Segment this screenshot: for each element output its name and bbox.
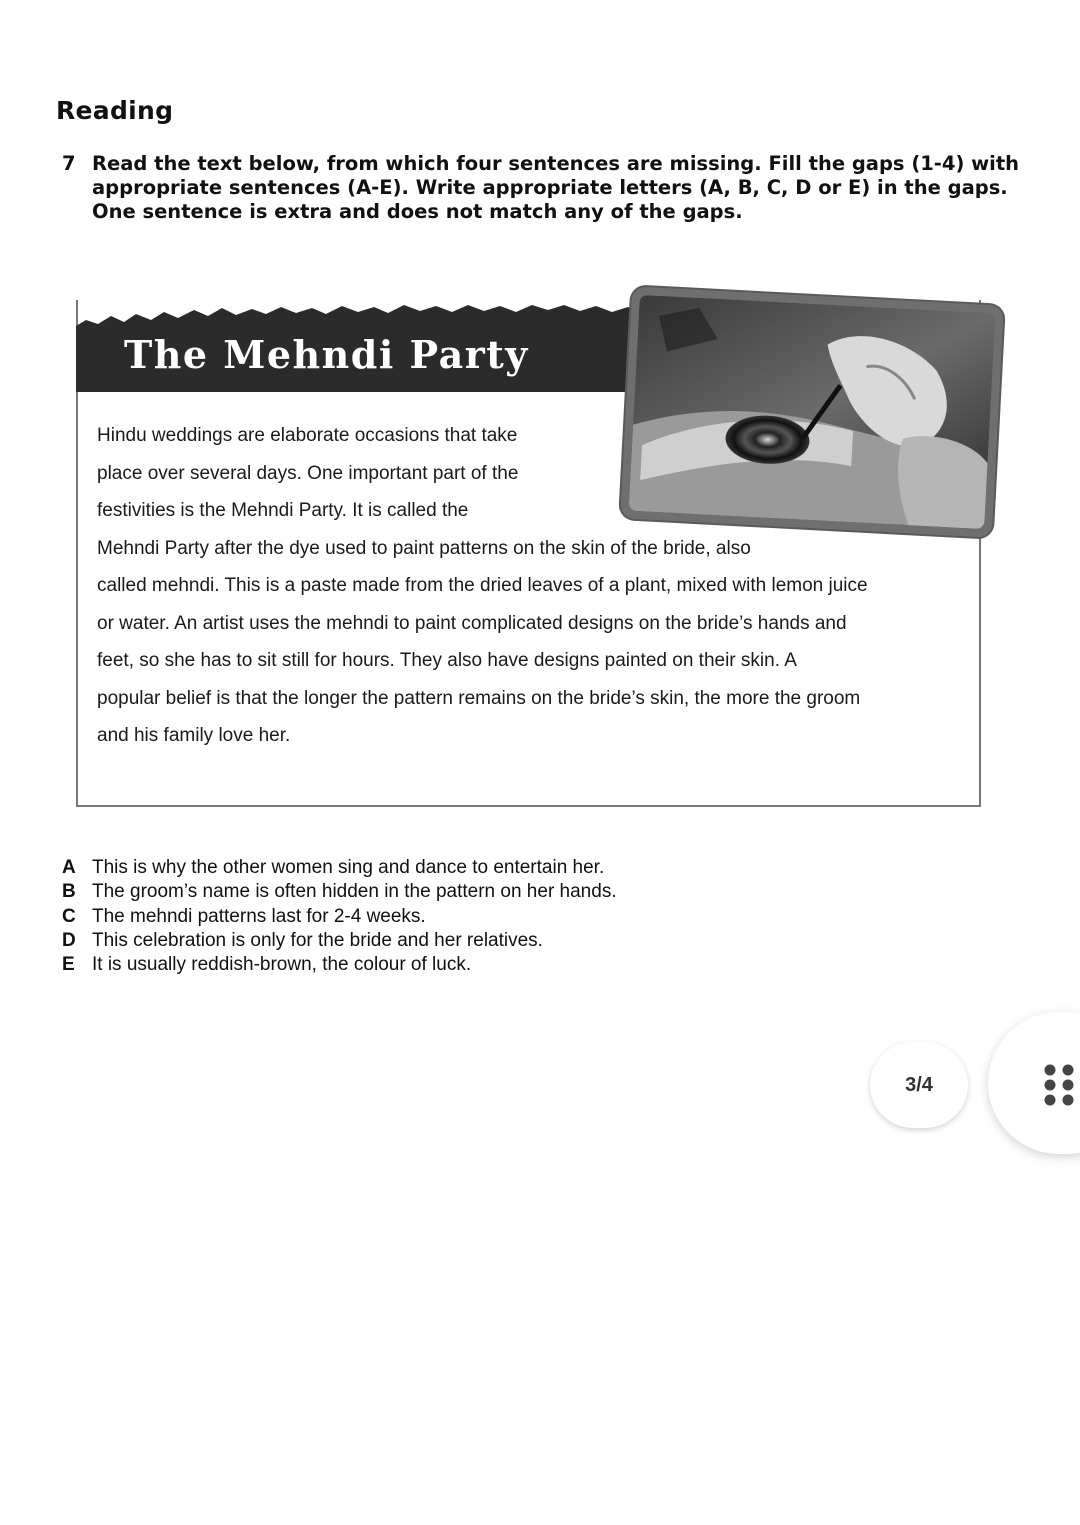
option-letter: D xyxy=(62,929,76,951)
article-line: and his family love her. xyxy=(97,725,291,746)
task-text: Read the text below, from which four sentences are missing. Fill the gaps (1-4) with appropriate sentences (A-E). Write appropriate letters (A, B, C, D or E) in the gaps. One sentence is extra and does not match any of the gaps. xyxy=(92,152,1020,223)
option-b xyxy=(62,880,762,904)
article-body xyxy=(97,417,967,755)
option-d xyxy=(62,929,762,953)
page-grid-button[interactable] xyxy=(988,1012,1080,1154)
option-letter: A xyxy=(62,857,76,878)
article-line: Mehndi Party after the dye used to paint patterns on the skin of the bride, also xyxy=(97,537,751,559)
page-indicator[interactable]: 3/4 xyxy=(870,1042,968,1128)
grid-dots-icon xyxy=(1043,1062,1075,1108)
article-title-band xyxy=(76,300,696,392)
option-text: This celebration is only for the bride and her relatives. xyxy=(92,929,543,951)
article-line: place over several days. One important part of the xyxy=(97,462,519,484)
article-title: The Mehndi Party xyxy=(124,332,529,377)
option-e xyxy=(62,953,762,977)
option-letter: B xyxy=(62,881,76,903)
option-letter: E xyxy=(62,954,75,976)
option-text: The mehndi patterns last for 2-4 weeks. xyxy=(92,905,426,927)
option-a xyxy=(62,856,762,880)
article-line: festivities is the Mehndi Party. It is called the xyxy=(97,500,469,521)
article-line: called mehndi. This is a paste made from the dried leaves of a plant, mixed with lemon juice xyxy=(97,575,868,596)
article-line: or water. An artist uses the mehndi to paint complicated designs on the bride’s hands and xyxy=(97,612,847,634)
answer-options xyxy=(62,856,762,977)
option-letter: C xyxy=(62,905,76,927)
article-line: popular belief is that the longer the pattern remains on the bride’s skin, the more the groom xyxy=(97,687,861,709)
option-c xyxy=(62,905,762,929)
section-heading: Reading xyxy=(56,96,174,125)
option-text: The groom’s name is often hidden in the pattern on her hands. xyxy=(92,881,617,903)
option-text: It is usually reddish-brown, the colour of luck. xyxy=(92,954,472,976)
option-text: This is why the other women sing and dance to entertain her. xyxy=(92,857,605,878)
article-line: Hindu weddings are elaborate occasions that take xyxy=(97,425,518,446)
article-line: feet, so she has to sit still for hours. They also have designs painted on their skin. A xyxy=(97,650,797,671)
task-number: 7 xyxy=(62,152,76,175)
